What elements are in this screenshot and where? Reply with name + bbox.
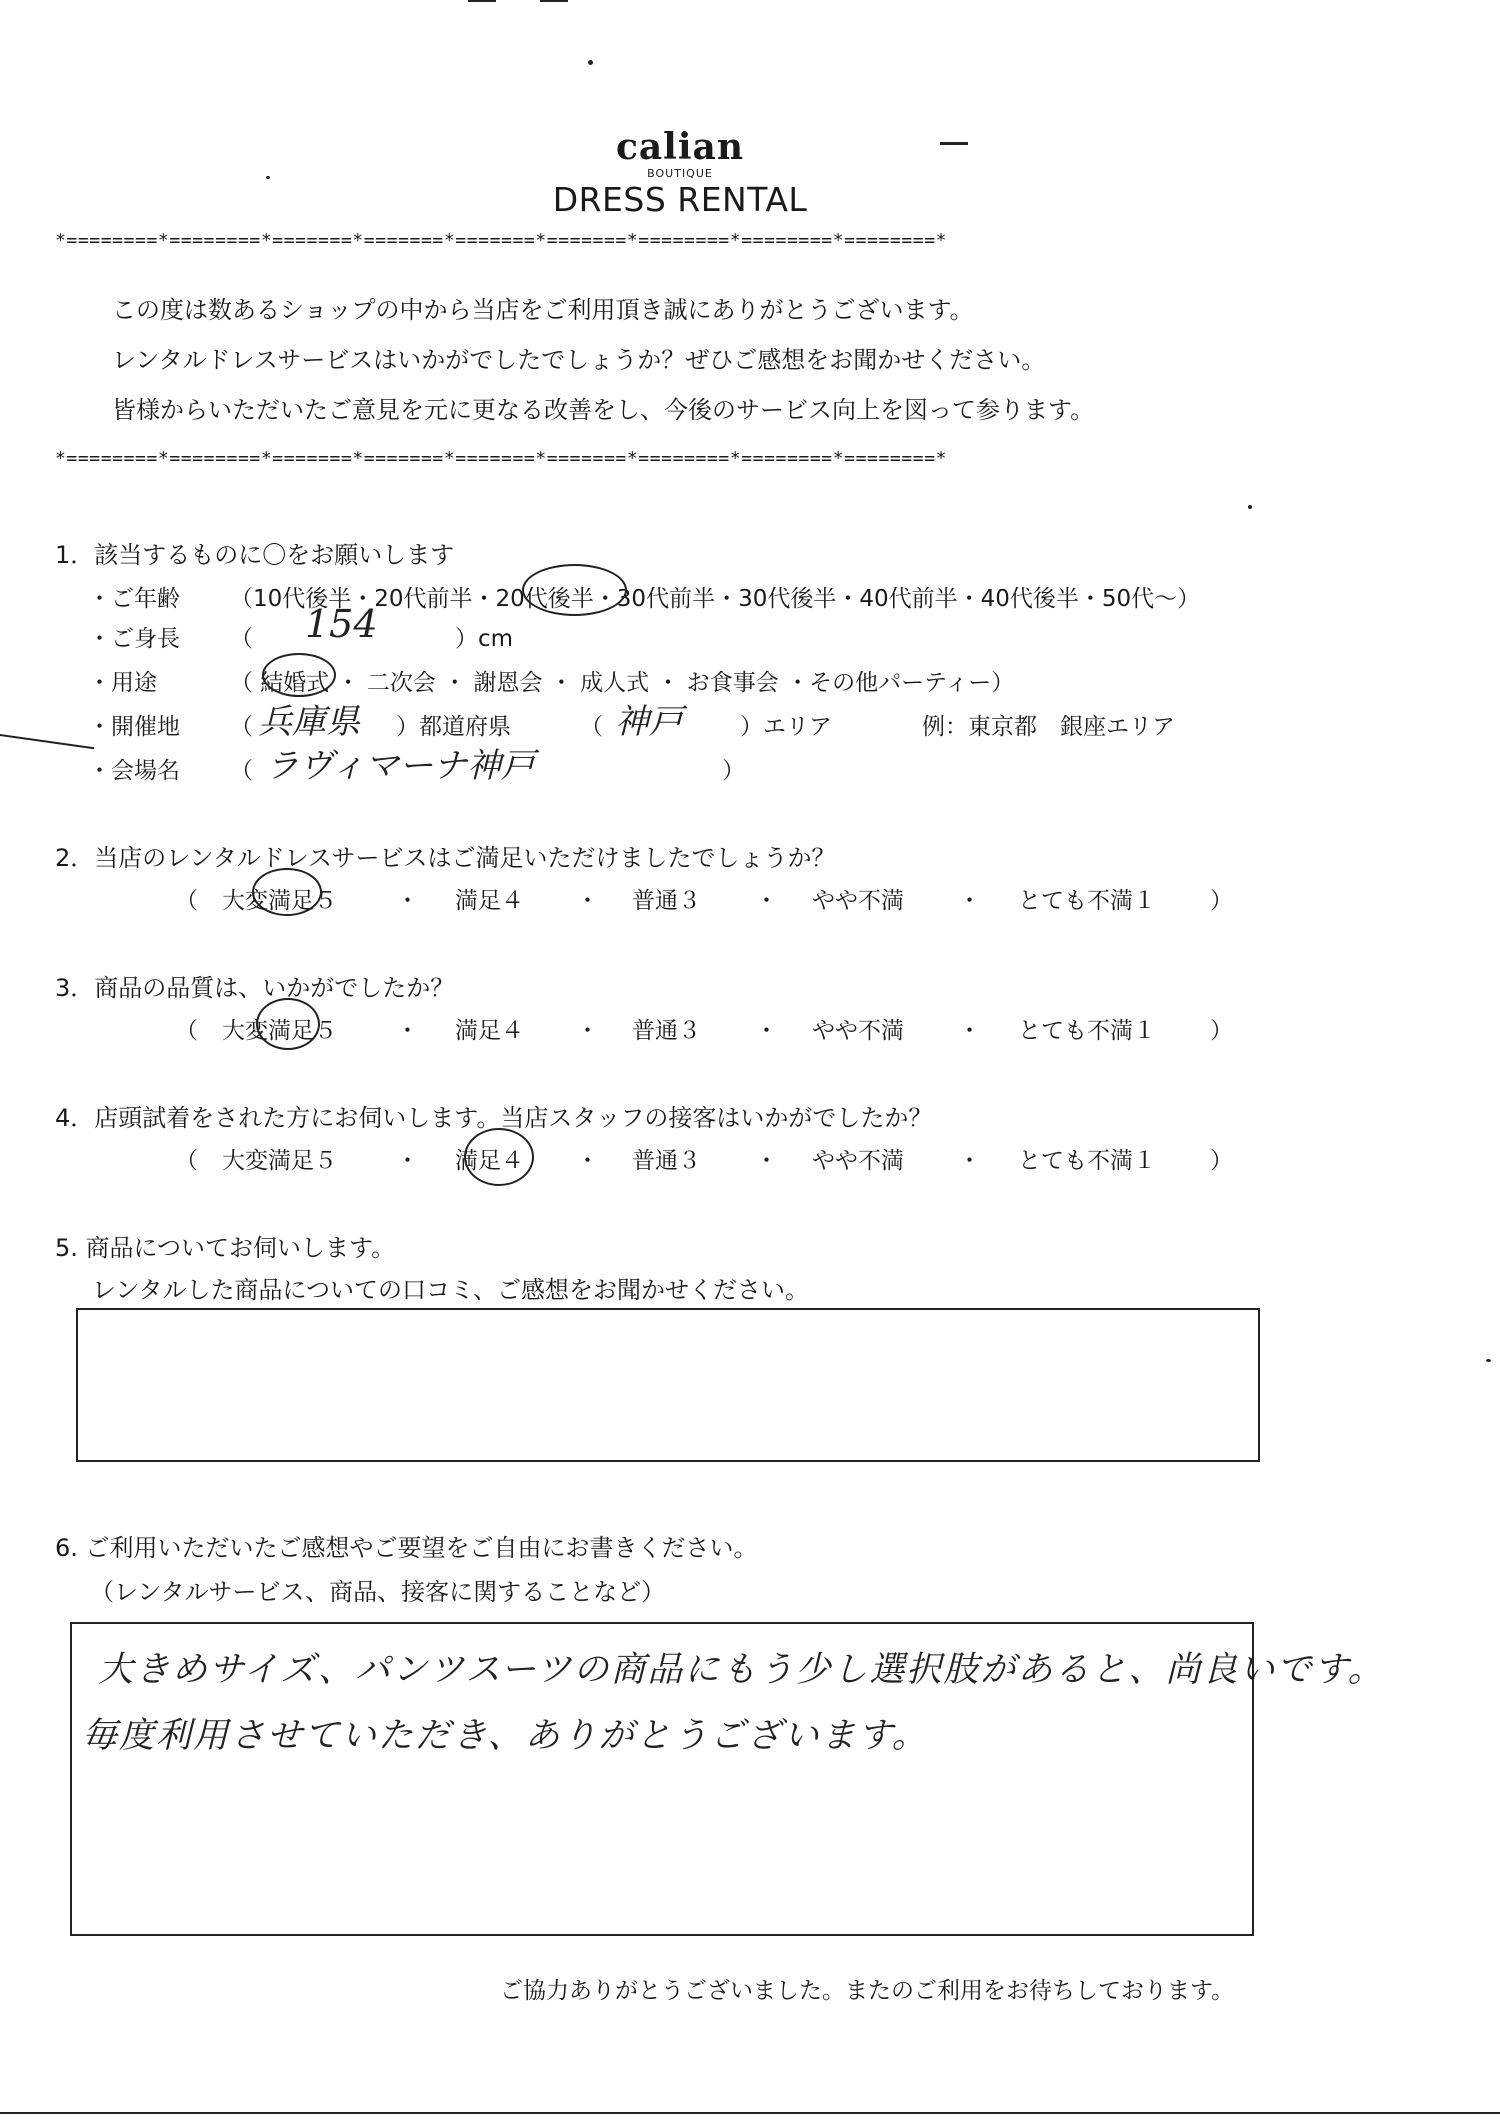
venue-name-paren-open: （ <box>230 758 253 784</box>
q3-option-5: とても不満１ <box>1018 1018 1156 1044</box>
q3-option-3: 普通３ <box>632 1018 701 1044</box>
intro-line-3: 皆様からいただいたご意見を元に更なる改善をし、今後のサービス向上を図って参ります。 <box>112 396 1095 424</box>
scan-artifact <box>540 0 568 2</box>
q4-paren-open: （ <box>175 1148 198 1174</box>
q2-option-2: 満足４ <box>455 888 524 914</box>
purpose-label: ・用途 <box>88 670 157 696</box>
q3-sep-4: ・ <box>958 1018 981 1044</box>
purpose-options: （ 結婚式 ・ 二次会 ・ 謝恩会 ・ 成人式 ・ お食事会 ・その他パーティー） <box>230 670 1015 696</box>
q3-option-2: 満足４ <box>455 1018 524 1044</box>
q4-option-1: 大変満足５ <box>222 1148 337 1174</box>
q4-sep-1: ・ <box>396 1148 419 1174</box>
divider-bottom: *========*========*=======*=======*=======*=======*========*========*========* <box>55 448 948 469</box>
height-label: ・ご身長 <box>88 626 180 652</box>
q3-sep-2: ・ <box>576 1018 599 1044</box>
q2-option-5: とても不満１ <box>1018 888 1156 914</box>
feedback-handwritten-line-2: 毎度利用させていただき、ありがとうございます。 <box>82 1716 929 1756</box>
prefecture-paren-open: （ <box>230 714 253 740</box>
question-1-title: 1．該当するものに〇をお願いします <box>55 541 455 569</box>
purpose-selection-circle <box>262 653 336 697</box>
question-2-title: 2．当店のレンタルドレスサービスはご満足いただけましたでしょうか？ <box>55 844 836 872</box>
stray-pen-line <box>0 734 94 749</box>
question-5-title: 5. 商品についてお伺いします。 <box>55 1234 396 1262</box>
logo-subtitle: BOUTIQUE <box>647 167 713 180</box>
q2-sep-3: ・ <box>755 888 778 914</box>
scan-artifact <box>468 0 496 2</box>
q3-paren-close: ） <box>1210 1018 1233 1044</box>
q2-option-4: やや不満 <box>812 888 904 914</box>
venue-name-paren-close: ） <box>722 758 745 784</box>
q4-sep-3: ・ <box>755 1148 778 1174</box>
scan-speck <box>1248 505 1252 509</box>
q3-sep-1: ・ <box>396 1018 419 1044</box>
question-3-title: 3．商品の品質は、いかがでしたか？ <box>55 974 455 1002</box>
age-options: （10代後半・20代前半・20代後半・30代前半・30代後半・40代前半・40代後半・50代～） <box>230 586 1201 612</box>
q3-option-1: 大変満足５ <box>222 1018 337 1044</box>
q4-option-3: 普通３ <box>632 1148 701 1174</box>
area-suffix: ）エリア <box>740 714 832 740</box>
q2-sep-4: ・ <box>958 888 981 914</box>
intro-line-2: レンタルドレスサービスはいかがでしたでしょうか？ぜひご感想をお聞かせください。 <box>112 346 1046 374</box>
q3-selection-circle <box>256 998 320 1050</box>
feedback-handwritten-line-1: 大きめサイズ、パンツスーツの商品にもう少し選択肢があると、尚良いです。 <box>98 1650 1385 1690</box>
area-value-handwritten: 神戸 <box>615 702 683 742</box>
venue-name-handwritten: ラヴィマーナ神戸 <box>265 746 535 786</box>
q2-paren-open: （ <box>175 888 198 914</box>
height-unit: ）cm <box>455 626 514 652</box>
q2-option-1: 大変満足５ <box>222 888 337 914</box>
area-paren-open: （ <box>580 714 603 740</box>
q4-sep-2: ・ <box>576 1148 599 1174</box>
q4-selection-circle <box>464 1128 534 1186</box>
area-example: 例：東京都 銀座エリア <box>922 714 1175 740</box>
age-label: ・ご年齢 <box>88 586 180 612</box>
q2-option-3: 普通３ <box>632 888 701 914</box>
divider-top: *========*========*=======*=======*=======*=======*========*========*========* <box>55 230 948 251</box>
q4-option-5: とても不満１ <box>1018 1148 1156 1174</box>
q4-paren-close: ） <box>1210 1148 1233 1174</box>
q3-paren-open: （ <box>175 1018 198 1044</box>
question-6-title: 6. ご利用いただいたご感想やご要望をご自由にお書きください。 <box>55 1534 758 1562</box>
age-selection-circle <box>522 564 627 616</box>
scan-speck <box>1486 1359 1491 1362</box>
bottom-edge-line <box>0 2112 1500 2114</box>
scan-speck <box>588 60 593 65</box>
q2-selection-circle <box>252 868 322 916</box>
q3-sep-3: ・ <box>755 1018 778 1044</box>
q4-option-2: 満足４ <box>455 1148 524 1174</box>
question-4-title: 4．店頭試着をされた方にお伺いします。当店スタッフの接客はいかがでしたか？ <box>55 1104 933 1132</box>
venue-name-label: ・会場名 <box>88 758 180 784</box>
height-paren-open: （ <box>230 626 253 652</box>
closing-message: ご協力ありがとうございました。またのご利用をお待ちしております。 <box>500 1978 1235 2004</box>
prefecture-value-handwritten: 兵庫県 <box>258 702 360 742</box>
prefecture-suffix: ）都道府県 <box>396 714 511 740</box>
q2-sep-1: ・ <box>396 888 419 914</box>
height-value-handwritten: 154 <box>305 602 378 646</box>
venue-area-label: ・開催地 <box>88 714 180 740</box>
q4-sep-4: ・ <box>958 1148 981 1174</box>
q3-option-4: やや不満 <box>812 1018 904 1044</box>
q4-option-4: やや不満 <box>812 1148 904 1174</box>
review-textarea[interactable] <box>76 1308 1260 1462</box>
logo-title: DRESS RENTAL <box>552 180 808 219</box>
q2-sep-2: ・ <box>576 888 599 914</box>
logo-name: calian <box>615 126 745 168</box>
intro-line-1: この度は数あるショップの中から当店をご利用頂き誠にありがとうございます。 <box>112 296 974 324</box>
q2-paren-close: ） <box>1210 888 1233 914</box>
feedback-textarea[interactable] <box>70 1622 1385 1936</box>
question-5-subtitle: レンタルした商品についての口コミ、ご感想をお聞かせください。 <box>92 1276 809 1304</box>
question-6-subtitle: （レンタルサービス、商品、接客に関することなど） <box>90 1578 666 1606</box>
